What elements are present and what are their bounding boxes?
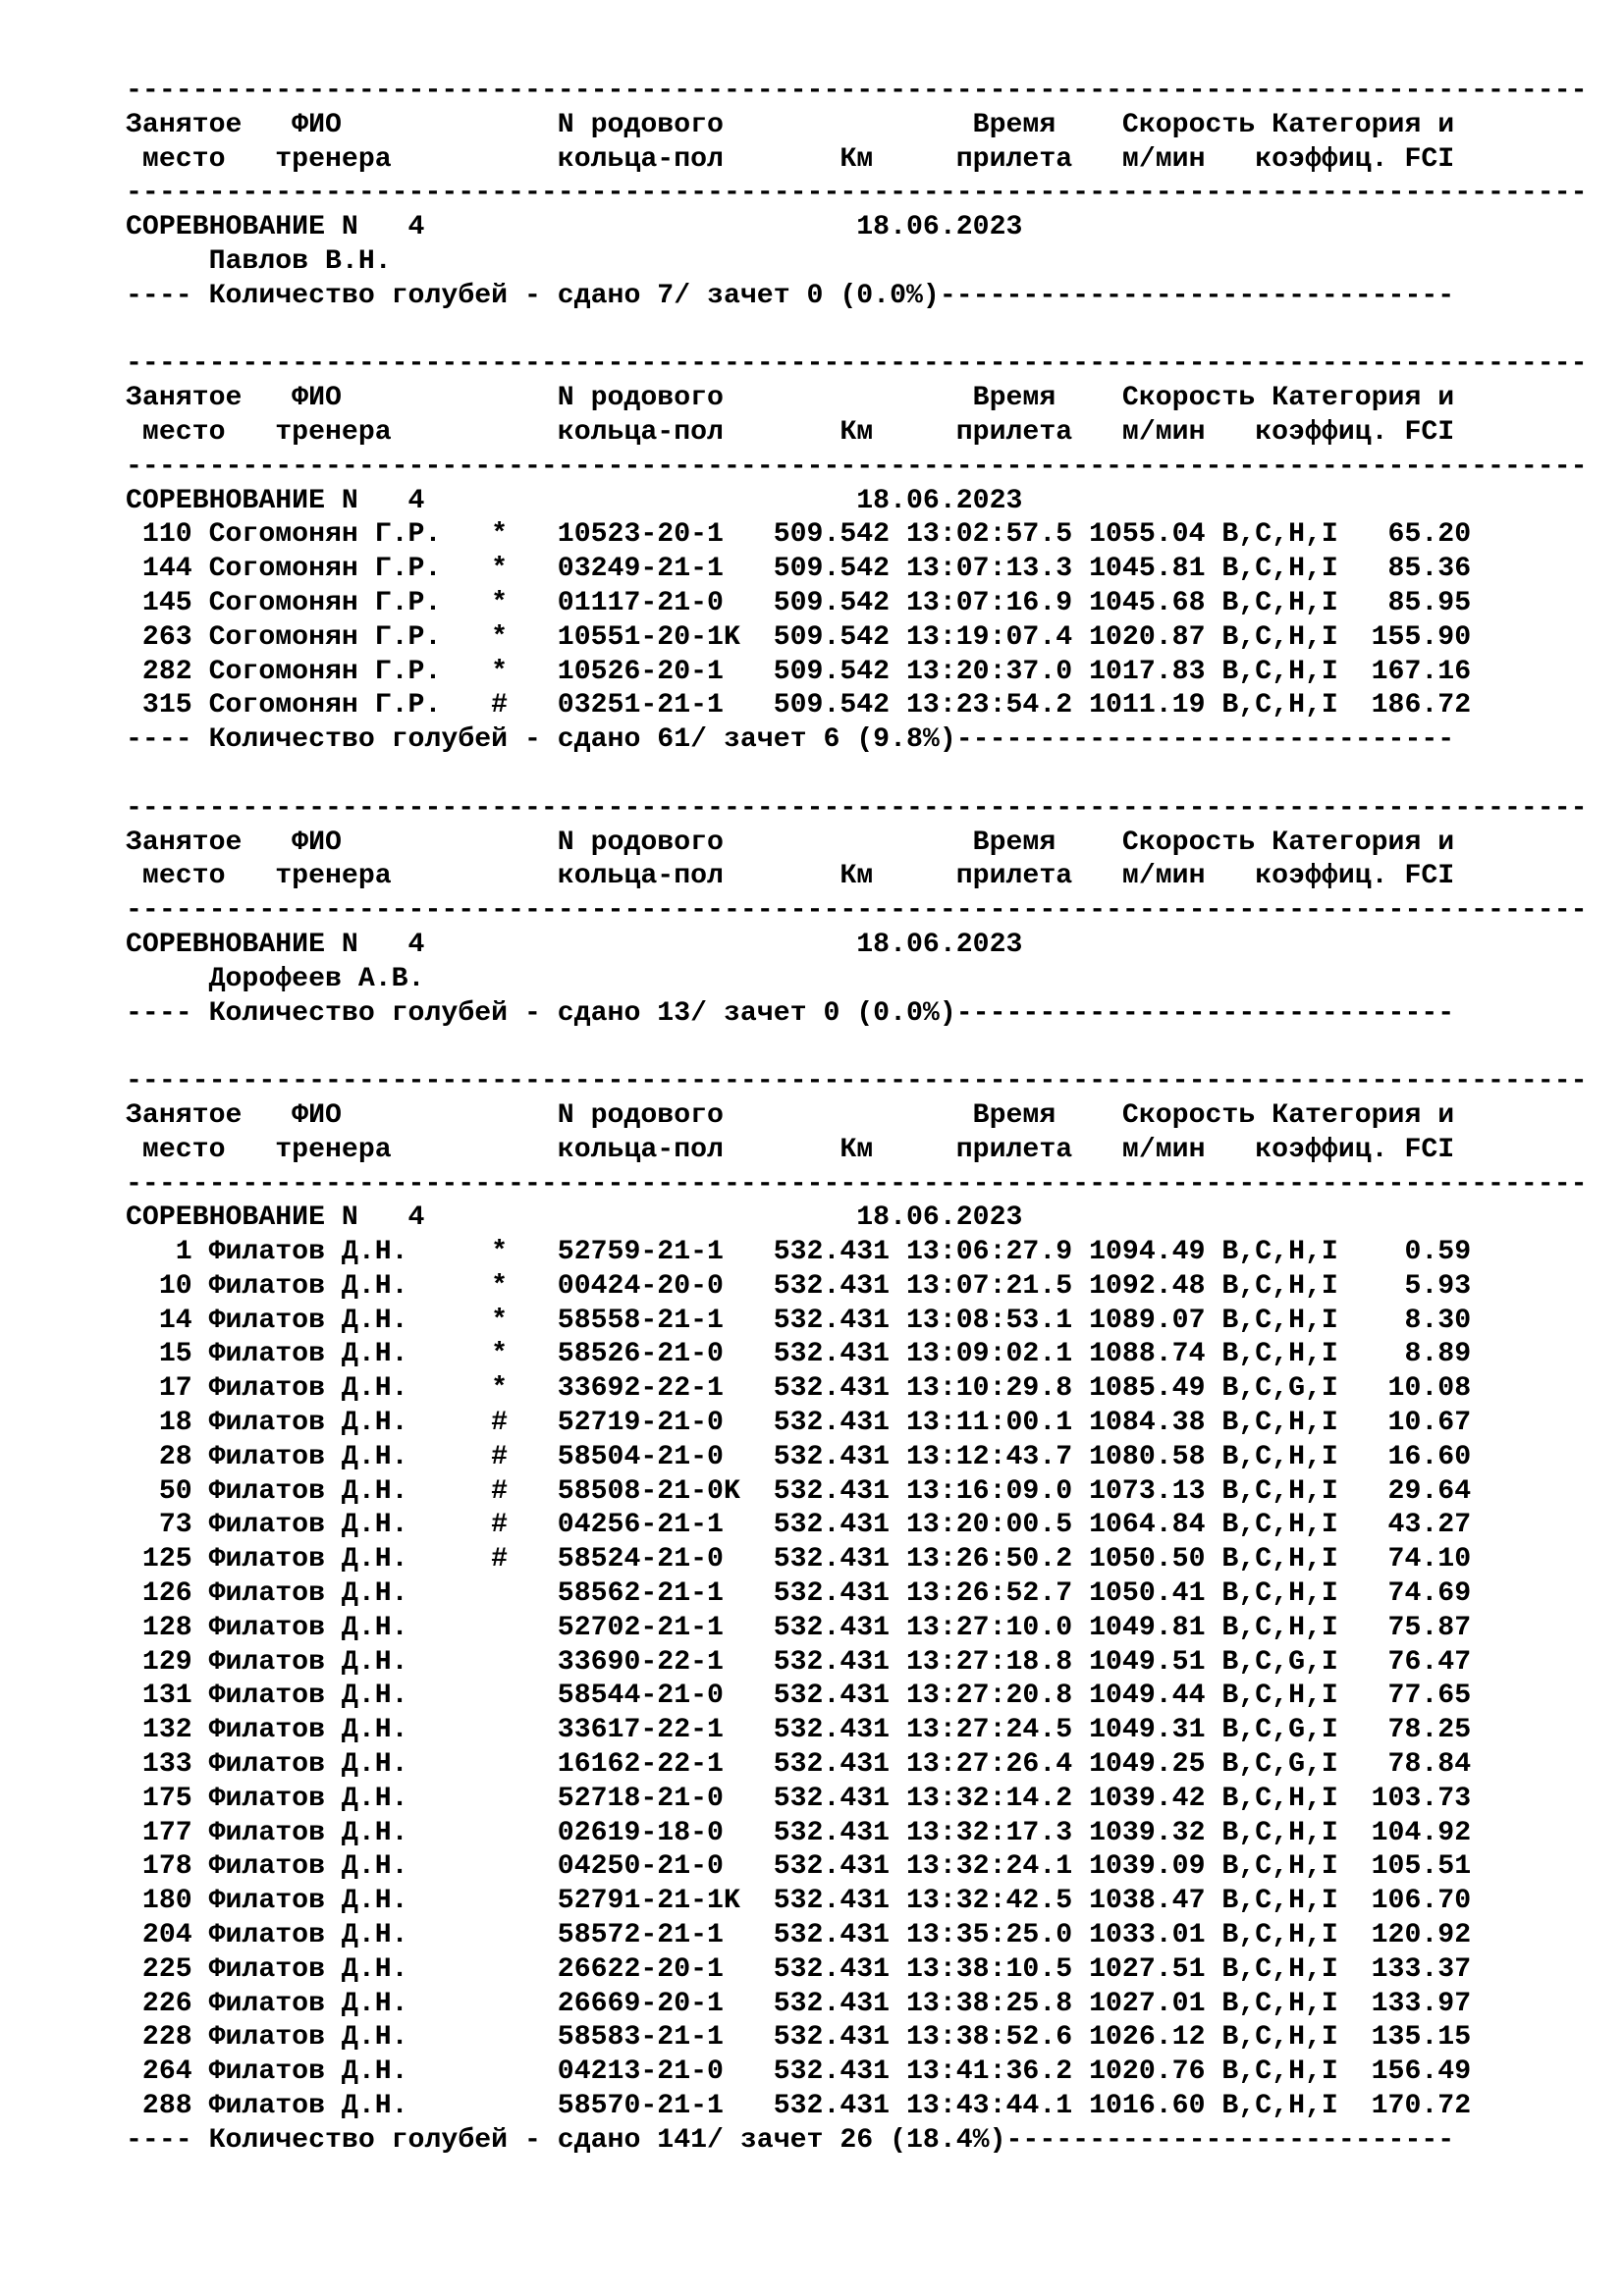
result-row: 14 Филатов Д.Н. * 58558-21-1 532.431 13:08:53.1 1089.07 B,C,H,I 8.30	[126, 1305, 1472, 1336]
result-row: 110 Согомонян Г.Р. * 10523-20-1 509.542 13:02:57.5 1055.04 B,C,H,I 65.20	[126, 519, 1472, 551]
result-row: 18 Филатов Д.Н. # 52719-21-0 532.431 13:11:00.1 1084.38 B,C,H,I 10.67	[126, 1408, 1472, 1439]
column-header-line-1: Занятое ФИО N родового Время Скорость Категория и	[126, 827, 1455, 858]
result-row: 15 Филатов Д.Н. * 58526-21-0 532.431 13:09:02.1 1088.74 B,C,H,I 8.89	[126, 1339, 1472, 1370]
result-row: 180 Филатов Д.Н. 52791-21-1K 532.431 13:32:42.5 1038.47 B,C,H,I 106.70	[126, 1886, 1472, 1917]
result-row: 228 Филатов Д.Н. 58583-21-1 532.431 13:38:52.6 1026.12 B,C,H,I 135.15	[126, 2022, 1472, 2054]
result-row: 1 Филатов Д.Н. * 52759-21-1 532.431 13:06:27.9 1094.49 B,C,H,I 0.59	[126, 1237, 1472, 1268]
result-row: 125 Филатов Д.Н. # 58524-21-0 532.431 13:26:50.2 1050.50 B,C,H,I 74.10	[126, 1544, 1472, 1575]
column-header-line-2: место тренера кольца-пол Км прилета м/мин коэффиц. FCI	[126, 416, 1455, 448]
summary-line: ---- Количество голубей - сдано 141/ зачет 26 (18.4%)---------------------------	[126, 2124, 1455, 2156]
blank-line	[126, 758, 1588, 792]
blank-line	[126, 314, 1588, 348]
result-row: 17 Филатов Д.Н. * 33692-22-1 532.431 13:10:29.8 1085.49 B,C,G,I 10.08	[126, 1373, 1472, 1405]
result-row: 133 Филатов Д.Н. 16162-22-1 532.431 13:27:26.4 1049.25 B,C,G,I 78.84	[126, 1749, 1472, 1781]
result-row: Дорофеев А.В.	[126, 963, 425, 994]
summary-line: ---- Количество голубей - сдано 13/ зачет 0 (0.0%)------------------------------	[126, 997, 1455, 1029]
competition-line: СОРЕВНОВАНИЕ N 4 18.06.2023	[126, 485, 1023, 516]
result-row: 178 Филатов Д.Н. 04250-21-0 532.431 13:32:24.1 1039.09 B,C,H,I 105.51	[126, 1851, 1472, 1883]
result-row: 132 Филатов Д.Н. 33617-22-1 532.431 13:27:24.5 1049.31 B,C,G,I 78.25	[126, 1715, 1472, 1746]
result-row: 177 Филатов Д.Н. 02619-18-0 532.431 13:32:17.3 1039.32 B,C,H,I 104.92	[126, 1817, 1472, 1848]
result-row: 282 Согомонян Г.Р. * 10526-20-1 509.542 13:20:37.0 1017.83 B,C,H,I 167.16	[126, 656, 1472, 687]
result-row: 131 Филатов Д.Н. 58544-21-0 532.431 13:27:20.8 1049.44 B,C,H,I 77.65	[126, 1681, 1472, 1712]
result-row: 128 Филатов Д.Н. 52702-21-1 532.431 13:27:10.0 1049.81 B,C,H,I 75.87	[126, 1612, 1472, 1643]
result-row: 28 Филатов Д.Н. # 58504-21-0 532.431 13:12:43.7 1080.58 B,C,H,I 16.60	[126, 1441, 1472, 1472]
result-row: 129 Филатов Д.Н. 33690-22-1 532.431 13:27:18.8 1049.51 B,C,G,I 76.47	[126, 1646, 1472, 1678]
results-document	[126, 75, 1588, 2159]
result-row: 288 Филатов Д.Н. 58570-21-1 532.431 13:43:44.1 1016.60 B,C,H,I 170.72	[126, 2091, 1472, 2122]
blank-line	[126, 1031, 1588, 1065]
separator-rule: ----------------------------------------------------------------------------------------	[126, 792, 1588, 824]
competition-line: СОРЕВНОВАНИЕ N 4 18.06.2023	[126, 1202, 1023, 1234]
separator-rule: ----------------------------------------------------------------------------------------	[126, 1066, 1588, 1097]
competition-line: СОРЕВНОВАНИЕ N 4 18.06.2023	[126, 212, 1023, 243]
summary-line: ---- Количество голубей - сдано 61/ зачет 6 (9.8%)------------------------------	[126, 724, 1455, 756]
separator-rule: ----------------------------------------------------------------------------------------	[126, 76, 1588, 106]
separator-rule: ----------------------------------------------------------------------------------------	[126, 895, 1588, 927]
result-row: 225 Филатов Д.Н. 26622-20-1 532.431 13:38:10.5 1027.51 B,C,H,I 133.37	[126, 1953, 1472, 1985]
column-header-line-1: Занятое ФИО N родового Время Скорость Категория и	[126, 1099, 1455, 1131]
result-row: 10 Филатов Д.Н. * 00424-20-0 532.431 13:07:21.5 1092.48 B,C,H,I 5.93	[126, 1270, 1472, 1302]
result-row: 263 Согомонян Г.Р. * 10551-20-1K 509.542 13:19:07.4 1020.87 B,C,H,I 155.90	[126, 621, 1472, 653]
result-row: 126 Филатов Д.Н. 58562-21-1 532.431 13:26:52.7 1050.41 B,C,H,I 74.69	[126, 1578, 1472, 1610]
column-header-line-1: Занятое ФИО N родового Время Скорость Категория и	[126, 383, 1455, 414]
column-header-line-2: место тренера кольца-пол Км прилета м/мин коэффиц. FCI	[126, 861, 1455, 892]
result-row: 73 Филатов Д.Н. # 04256-21-1 532.431 13:20:00.5 1064.84 B,C,H,I 43.27	[126, 1510, 1472, 1541]
separator-rule: ----------------------------------------------------------------------------------------	[126, 1168, 1588, 1200]
result-row: 226 Филатов Д.Н. 26669-20-1 532.431 13:38:25.8 1027.01 B,C,H,I 133.97	[126, 1988, 1472, 2019]
result-row: 204 Филатов Д.Н. 58572-21-1 532.431 13:35:25.0 1033.01 B,C,H,I 120.92	[126, 1920, 1472, 1951]
separator-rule: ----------------------------------------------------------------------------------------	[126, 451, 1588, 482]
competition-line: СОРЕВНОВАНИЕ N 4 18.06.2023	[126, 929, 1023, 960]
result-row: 315 Согомонян Г.Р. # 03251-21-1 509.542 13:23:54.2 1011.19 B,C,H,I 186.72	[126, 690, 1472, 721]
result-row: 144 Согомонян Г.Р. * 03249-21-1 509.542 13:07:13.3 1045.81 B,C,H,I 85.36	[126, 554, 1472, 585]
column-header-line-2: место тренера кольца-пол Км прилета м/мин коэффиц. FCI	[126, 143, 1455, 175]
result-row: 145 Согомонян Г.Р. * 01117-21-0 509.542 13:07:16.9 1045.68 B,C,H,I 85.95	[126, 587, 1472, 618]
separator-rule: ----------------------------------------------------------------------------------------	[126, 178, 1588, 209]
summary-line: ---- Количество голубей - сдано 7/ зачет 0 (0.0%)-------------------------------	[126, 280, 1455, 311]
result-row: 175 Филатов Д.Н. 52718-21-0 532.431 13:32:14.2 1039.42 B,C,H,I 103.73	[126, 1783, 1472, 1814]
result-row: 50 Филатов Д.Н. # 58508-21-0K 532.431 13:16:09.0 1073.13 B,C,H,I 29.64	[126, 1475, 1472, 1507]
result-row: Павлов В.Н.	[126, 245, 392, 277]
column-header-line-1: Занятое ФИО N родового Время Скорость Категория и	[126, 109, 1455, 140]
result-row: 264 Филатов Д.Н. 04213-21-0 532.431 13:41:36.2 1020.76 B,C,H,I 156.49	[126, 2056, 1472, 2088]
separator-rule: ----------------------------------------------------------------------------------------	[126, 348, 1588, 380]
column-header-line-2: место тренера кольца-пол Км прилета м/мин коэффиц. FCI	[126, 1134, 1455, 1165]
